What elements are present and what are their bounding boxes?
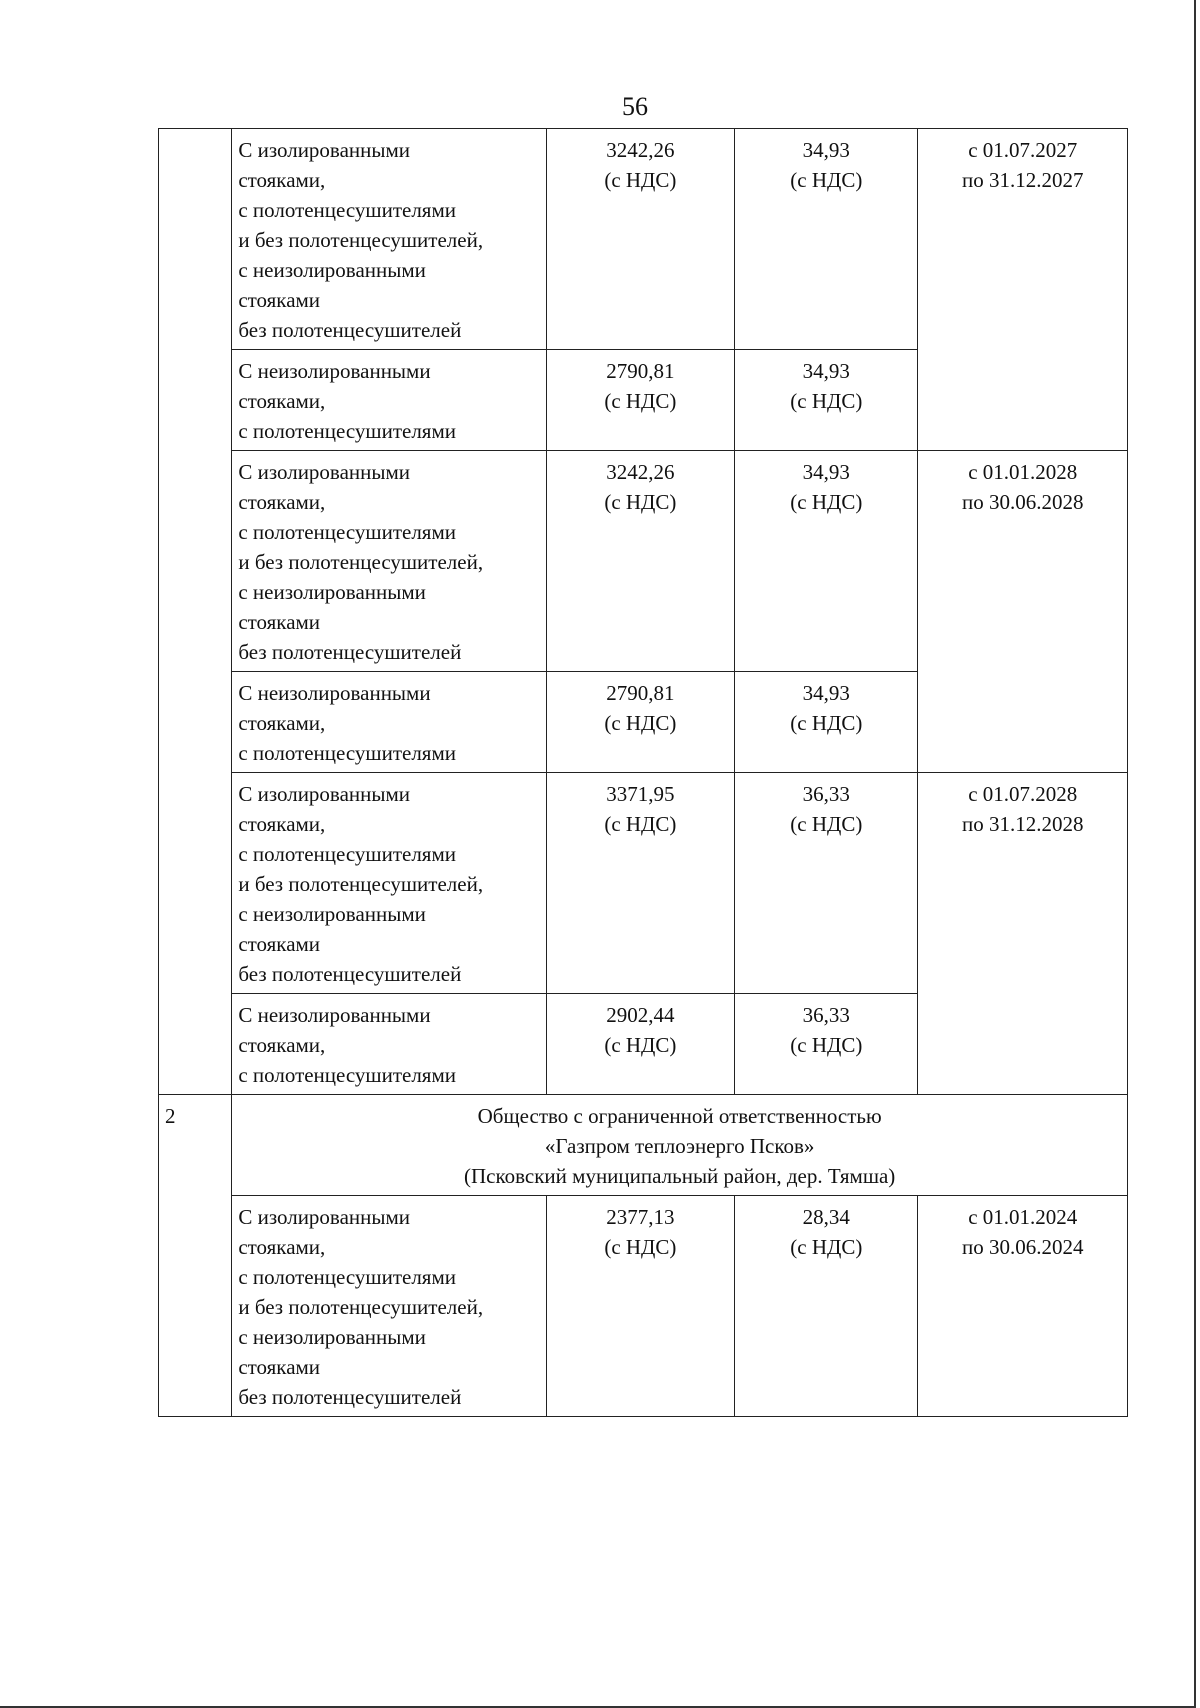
- price-cell: [546, 773, 735, 994]
- component-cell: [735, 672, 918, 773]
- description-cell-line: стояками: [238, 1355, 321, 1379]
- price-cell-line: 2902,44: [606, 1003, 675, 1027]
- component-cell-line: (с НДС): [790, 812, 863, 836]
- tariff-table: [158, 128, 1128, 1417]
- component-cell-line: 34,93: [802, 138, 850, 162]
- description-cell-line: с полотенцесушителями: [238, 1265, 456, 1289]
- component-cell-line: 34,93: [802, 681, 850, 705]
- organization-row: [159, 1095, 1128, 1196]
- period-cell-line: по 30.06.2024: [961, 1235, 1084, 1259]
- period-cell-line: по 30.06.2028: [961, 490, 1084, 514]
- description-cell: [232, 994, 546, 1095]
- component-cell-line: (с НДС): [790, 389, 863, 413]
- row-number-cell: 2: [159, 1095, 232, 1417]
- description-cell-line: без полотенцесушителей: [238, 318, 462, 342]
- period-cell-line: с 01.07.2028: [968, 782, 1078, 806]
- period-cell-line: с 01.07.2027: [968, 138, 1078, 162]
- period-cell: [918, 129, 1128, 451]
- component-cell: [735, 1196, 918, 1417]
- organization-name-cell-line: (Псковский муниципальный район, дер. Тямша): [464, 1164, 896, 1188]
- component-cell-line: (с НДС): [790, 490, 863, 514]
- period-cell-line: с 01.01.2028: [968, 460, 1078, 484]
- description-cell-line: без полотенцесушителей: [238, 1385, 462, 1409]
- description-cell-line: стояками: [238, 932, 321, 956]
- description-cell-line: без полотенцесушителей: [238, 962, 462, 986]
- description-cell-line: стояками,: [238, 1235, 326, 1259]
- description-cell: [232, 1196, 546, 1417]
- description-cell: [232, 129, 546, 350]
- description-cell: [232, 350, 546, 451]
- period-cell: [918, 1196, 1128, 1417]
- description-cell-line: с неизолированными: [238, 258, 426, 282]
- description-cell-line: стояками: [238, 610, 321, 634]
- period-cell-line: по 31.12.2028: [961, 812, 1084, 836]
- description-cell-line: с неизолированными: [238, 1325, 426, 1349]
- description-cell-line: стояками,: [238, 812, 326, 836]
- description-cell-line: стояками: [238, 288, 321, 312]
- period-cell: [918, 451, 1128, 773]
- component-cell-line: 34,93: [802, 359, 850, 383]
- price-cell-line: (с НДС): [604, 168, 677, 192]
- description-cell-line: и без полотенцесушителей,: [238, 872, 484, 896]
- price-cell: [546, 994, 735, 1095]
- description-cell-line: С неизолированными: [238, 681, 431, 705]
- price-cell: [546, 451, 735, 672]
- description-cell-line: стояками,: [238, 711, 326, 735]
- price-cell: [546, 129, 735, 350]
- component-cell-line: 34,93: [802, 460, 850, 484]
- description-cell-line: с полотенцесушителями: [238, 198, 456, 222]
- price-cell-line: (с НДС): [604, 1235, 677, 1259]
- component-cell-line: (с НДС): [790, 1033, 863, 1057]
- organization-name-cell-line: Общество с ограниченной ответственностью: [477, 1104, 882, 1128]
- price-cell-line: 3242,26: [606, 138, 675, 162]
- description-cell-line: С неизолированными: [238, 359, 431, 383]
- description-cell-line: С изолированными: [238, 782, 411, 806]
- table-row: [159, 773, 1128, 994]
- description-cell-line: и без полотенцесушителей,: [238, 1295, 484, 1319]
- price-cell-line: 2790,81: [606, 681, 675, 705]
- period-cell: [918, 773, 1128, 1095]
- table-row: [159, 451, 1128, 672]
- description-cell-line: с неизолированными: [238, 580, 426, 604]
- description-cell-line: и без полотенцесушителей,: [238, 228, 484, 252]
- price-cell-line: 3242,26: [606, 460, 675, 484]
- page-number: 56: [622, 92, 648, 121]
- table-row: [159, 129, 1128, 350]
- description-cell-line: стояками,: [238, 1033, 326, 1057]
- price-cell: [546, 672, 735, 773]
- price-cell-line: (с НДС): [604, 812, 677, 836]
- component-cell-line: 36,33: [802, 782, 850, 806]
- description-cell: [232, 451, 546, 672]
- description-cell-line: С изолированными: [238, 460, 411, 484]
- description-cell-line: С изолированными: [238, 138, 411, 162]
- description-cell-line: С изолированными: [238, 1205, 411, 1229]
- period-cell-line: с 01.01.2024: [968, 1205, 1078, 1229]
- description-cell-line: стояками,: [238, 490, 326, 514]
- price-cell-line: (с НДС): [604, 711, 677, 735]
- period-cell-line: по 31.12.2027: [961, 168, 1084, 192]
- table-row: [159, 1196, 1128, 1417]
- description-cell-line: стояками,: [238, 168, 326, 192]
- price-cell-line: (с НДС): [604, 389, 677, 413]
- price-cell-line: 2377,13: [606, 1205, 675, 1229]
- description-cell: [232, 773, 546, 994]
- row-number-cell: [159, 129, 232, 1095]
- price-cell: [546, 350, 735, 451]
- price-cell-line: 2790,81: [606, 359, 675, 383]
- component-cell: [735, 350, 918, 451]
- description-cell: [232, 672, 546, 773]
- organization-name-cell-line: «Газпром теплоэнерго Псков»: [544, 1134, 815, 1158]
- component-cell: [735, 773, 918, 994]
- component-cell-line: 36,33: [802, 1003, 850, 1027]
- description-cell-line: и без полотенцесушителей,: [238, 550, 484, 574]
- description-cell-line: стояками,: [238, 389, 326, 413]
- component-cell-line: (с НДС): [790, 1235, 863, 1259]
- component-cell: [735, 994, 918, 1095]
- price-cell-line: (с НДС): [604, 1033, 677, 1057]
- description-cell-line: без полотенцесушителей: [238, 640, 462, 664]
- component-cell: [735, 451, 918, 672]
- price-cell-line: 3371,95: [606, 782, 675, 806]
- component-cell-line: (с НДС): [790, 168, 863, 192]
- component-cell: [735, 129, 918, 350]
- description-cell-line: с полотенцесушителями: [238, 842, 456, 866]
- description-cell-line: С неизолированными: [238, 1003, 431, 1027]
- description-cell-line: с полотенцесушителями: [238, 520, 456, 544]
- component-cell-line: 28,34: [802, 1205, 850, 1229]
- description-cell-line: с неизолированными: [238, 902, 426, 926]
- organization-name-cell: [232, 1095, 1128, 1196]
- component-cell-line: (с НДС): [790, 711, 863, 735]
- description-cell-line: с полотенцесушителями: [238, 419, 456, 443]
- price-cell-line: (с НДС): [604, 490, 677, 514]
- description-cell-line: с полотенцесушителями: [238, 1063, 456, 1087]
- price-cell: [546, 1196, 735, 1417]
- description-cell-line: с полотенцесушителями: [238, 741, 456, 765]
